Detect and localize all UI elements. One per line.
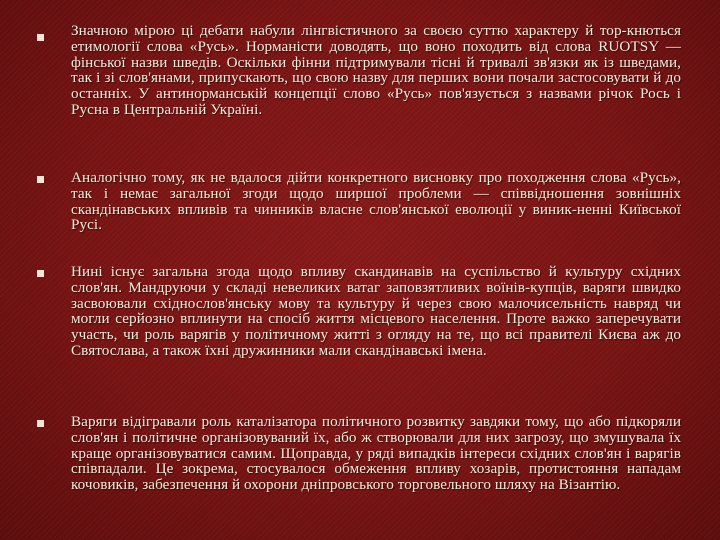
bullet-text: Нині існує загальна згода щодо впливу скандинавів на суспільство й культуру східних слов'ян. Мандруючи у складі невеликих ватаг заповзятливих воїнів-купців, варяги швидко засвоювали східнослов'янську мову та культуру й через свою малочисельність навряд чи могли серйозно вплинути на спосіб життя місцевого населення. Проте важко заперечувати участь, чи роль варягів у політичному житті з огляду на те, що всі правителі Києва аж до Святослава, а також їхні дружинники мали скандінавські імена. <box>71 263 681 359</box>
square-bullet-icon <box>37 270 44 277</box>
square-bullet-icon <box>37 176 44 183</box>
bullet-text: Значною мірою ці дебати набули лінгвістичного за своєю суттю характеру й тор-кнються етимології слова «Русь». Норманісти доводять, що воно походить від слова RUOTSY — фінської назви шведів. Оскільки фінни підтримували тісні й тривалі зв'язки як із шведами, так і зі слов'янами, припускають, що свою назву для перших вони почали застосовувати й до останніх. У антинорманській концепції слово «Русь» пов'язується з назвами річок Рось і Русна в Центральній Україні. <box>71 22 681 118</box>
bullet-text: Аналогічно тому, як не вдалося дійти конкретного висновку про походження слова «Русь», так і немає загальної згоди щодо ширшої проблеми — співвідношення зовнішніх скандінавських впливів та чинників власне слов'янської еволюції у виник-ненні Київської Русі. <box>71 169 681 234</box>
bullet-text: Варяги відігравали роль каталізатора політичного розвитку завдяки тому, що або підкоряли слов'ян і політичне організовуваний їх, або ж створювали для них загрозу, що змушувала їх краще організовуватися самим. Щоправда, у ряді випадків інтереси східних слов'ян і варягів співпадали. Це зокрема, стосувалося обмеження впливу хозарів, протистояння нападам кочовиків, забезпечення й охорони дніпровського торговельного шляху на Візантію. <box>71 413 681 494</box>
square-bullet-icon <box>37 34 44 41</box>
square-bullet-icon <box>37 420 44 427</box>
